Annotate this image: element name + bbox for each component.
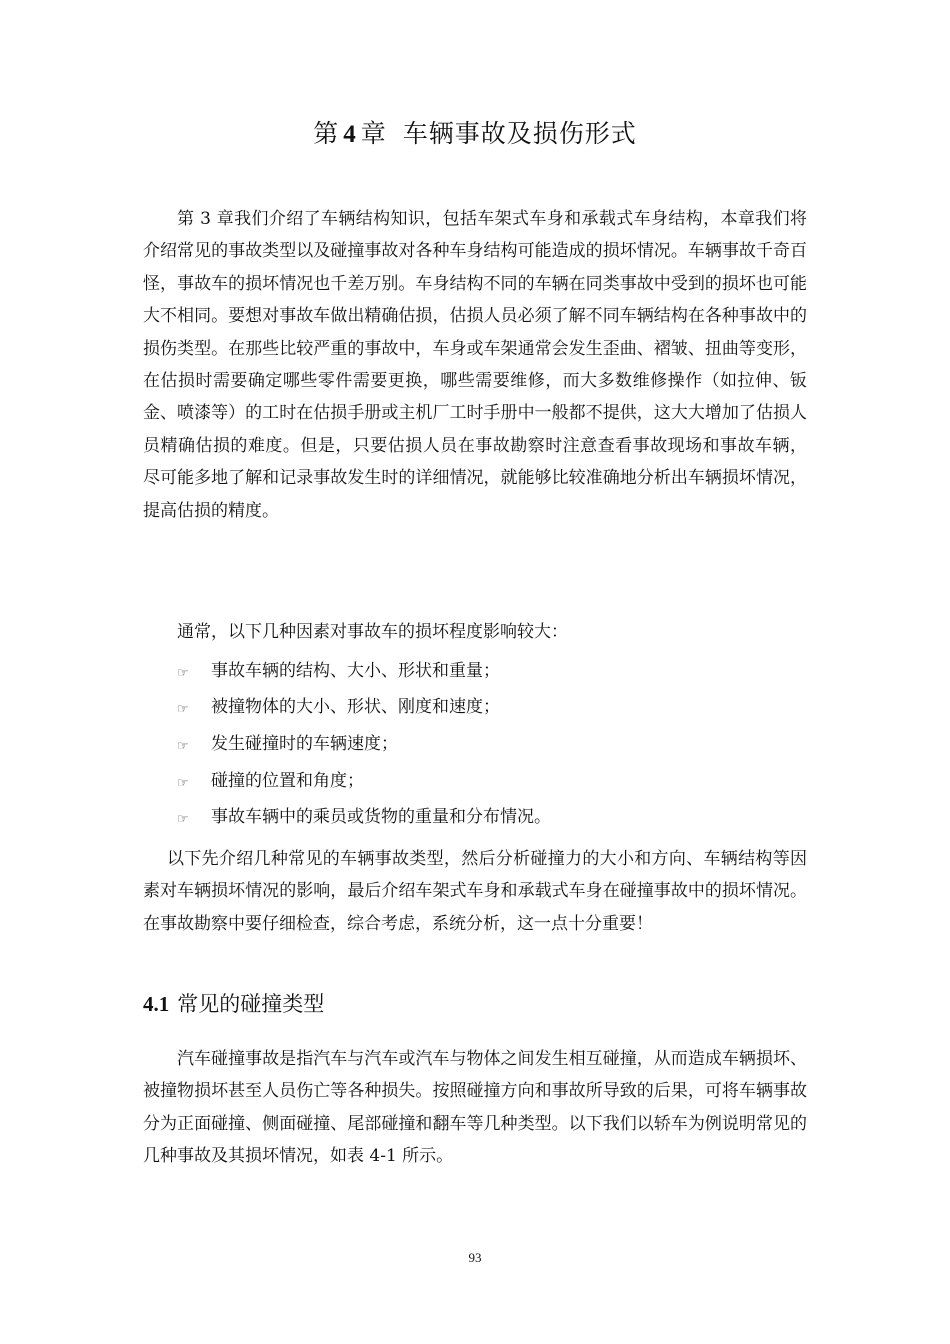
factors-list [177, 650, 551, 833]
chapter-number: 4 [343, 121, 357, 148]
list-item-text: 事故车辆的结构、大小、形状和重量； [211, 660, 500, 681]
list-item-text: 发生碰撞时的车辆速度； [211, 733, 398, 754]
page-number: 93 [468, 1250, 482, 1265]
pointing-hand-icon: ☞ [177, 738, 189, 754]
list-item [177, 796, 551, 833]
pointing-hand-icon: ☞ [177, 665, 189, 681]
pointing-hand-icon: ☞ [177, 775, 189, 791]
pointing-hand-icon: ☞ [177, 702, 189, 718]
factors-lead: 通常，以下几种因素对事故车的损坏程度影响较大： [177, 622, 568, 642]
chapter-title [0, 116, 950, 153]
list-item-text: 被撞物体的大小、形状、刚度和速度； [211, 697, 500, 718]
pointing-hand-icon: ☞ [177, 812, 189, 828]
chapter-suffix: 章 [360, 119, 387, 148]
chapter-name: 车辆事故及损伤形式 [402, 119, 637, 148]
section-number: 4.1 [143, 992, 170, 1016]
section-paragraph: 汽车碰撞事故是指汽车与汽车或汽车与物体之间发生相互碰撞，从而造成车辆损坏、被撞物损坏甚至人员伤亡等各种损失。按照碰撞方向和事故所导致的后果，可将车辆事故分为正面碰撞、侧面碰撞、尾部碰撞和翻车等几种类型。以下我们以轿车为例说明常见的几种事故及其损坏情况，如表 4-1 所示。 [143, 1049, 807, 1167]
list-item [177, 650, 551, 687]
list-item [177, 760, 551, 797]
section-heading [143, 989, 324, 1019]
list-item [177, 723, 551, 760]
list-item [177, 687, 551, 724]
chapter-prefix: 第 [313, 119, 340, 148]
list-item-text: 碰撞的位置和角度； [211, 770, 364, 791]
overview-paragraph: 以下先介绍几种常见的车辆事故类型，然后分析碰撞力的大小和方向、车辆结构等因素对车辆损坏情况的影响，最后介绍车架式车身和承载式车身在碰撞事故中的损坏情况。在事故勘察中要仔细检查，综合考虑，系统分析，这一点十分重要！ [143, 849, 807, 934]
intro-paragraph: 第 3 章我们介绍了车辆结构知识，包括车架式车身和承载式车身结构，本章我们将介绍常见的事故类型以及碰撞事故对各种车身结构可能造成的损坏情况。车辆事故千奇百怪，事故车的损坏情况也千差万别。车身结构不同的车辆在同类事故中受到的损坏也可能大不相同。要想对事故车做出精确估损，估损人员必须了解不同车辆结构在各种事故中的损伤类型。在那些比较严重的事故中，车身或车架通常会发生歪曲、褶皱、扭曲等变形，在估损时需要确定哪些零件需要更换，哪些需要维修，而大多数维修操作（如拉伸、钣金、喷漆等）的工时在估损手册或主机厂工时手册中一般都不提供，这大大增加了估损人员精确估损的难度。但是，只要估损人员在事故勘察时注意查看事故现场和事故车辆， 尽可能多地了解和记录事故发生时的详细情况，就能够比较准确地分析出车辆损坏情况，提高估损的精度。 [143, 209, 807, 521]
list-item-text: 事故车辆中的乘员或货物的重量和分布情况。 [211, 807, 551, 828]
section-title: 常见的碰撞类型 [177, 992, 325, 1016]
